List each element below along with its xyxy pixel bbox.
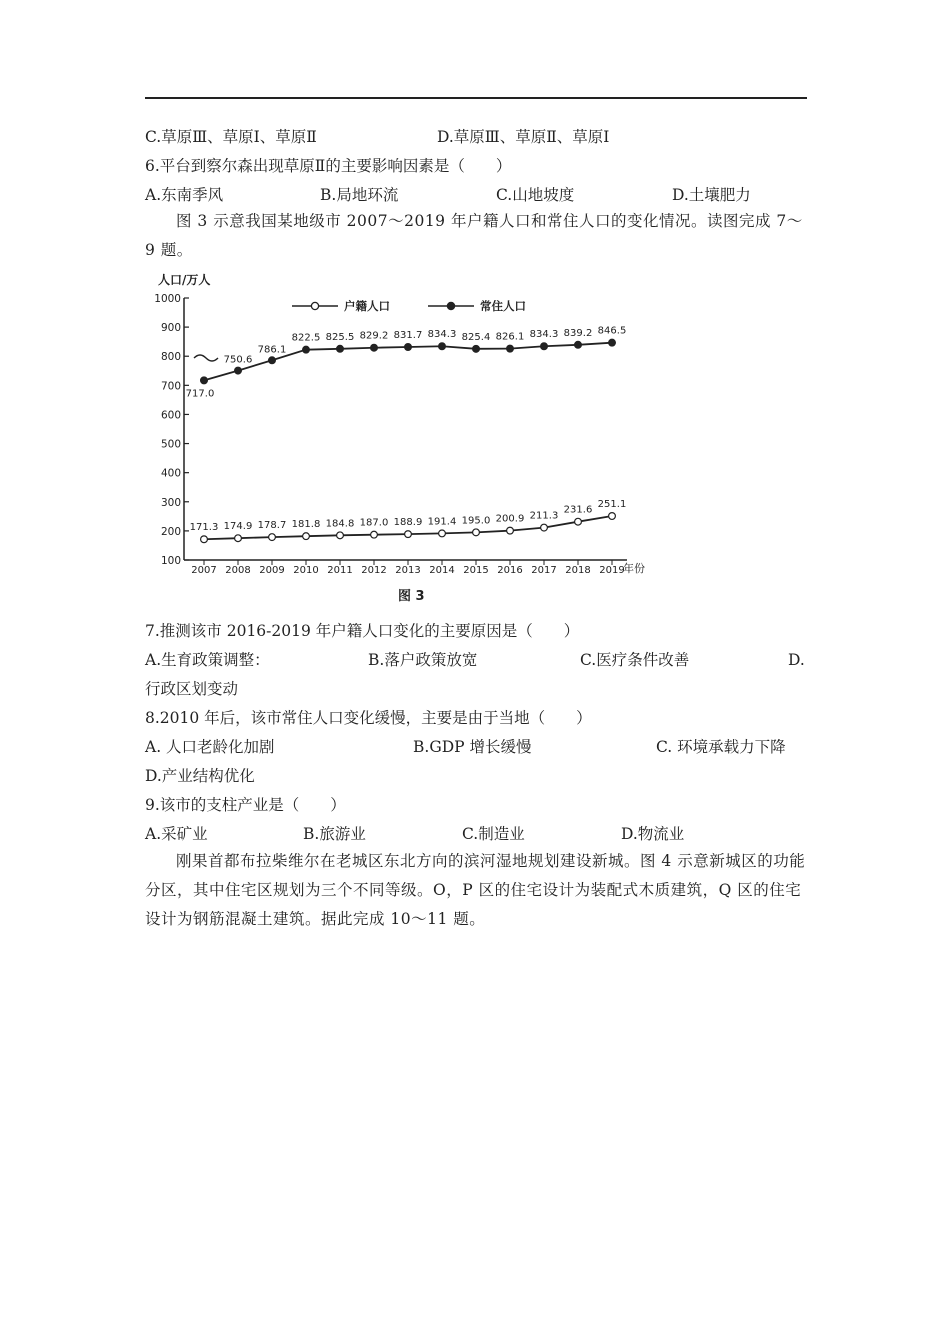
q6-option-a: A.东南季风 [145, 186, 224, 204]
data-point [405, 344, 412, 351]
chart-x-tick-label: 2008 [225, 565, 251, 576]
data-label: 188.9 [393, 517, 423, 529]
chart-y-tick-label: 900 [160, 322, 181, 335]
q9-option-b: B.旅游业 [303, 825, 366, 843]
chart-y-tick-label: 100 [160, 555, 181, 567]
data-point [473, 345, 480, 352]
header-rule [145, 97, 807, 99]
q7-option-d-text: 行政区划变动 [145, 680, 239, 698]
data-label: 187.0 [359, 517, 389, 529]
data-label: 191.4 [427, 516, 457, 528]
q8-stem: 8.2010 年后，该市常住人口变化缓慢，主要是由于当地（ ） [145, 709, 592, 727]
data-label: 834.3 [529, 329, 559, 341]
legend-marker [447, 302, 454, 309]
data-point [201, 377, 208, 384]
data-point [303, 346, 310, 353]
data-label: 200.9 [495, 513, 525, 525]
q6-option-b: B.局地环流 [320, 186, 399, 204]
q7-stem: 7.推测该市 2016-2019 年户籍人口变化的主要原因是（ ） [145, 622, 580, 640]
data-point [541, 343, 548, 350]
data-label: 171.3 [189, 522, 219, 534]
chart-x-tick-label: 2010 [293, 565, 319, 576]
q8-option-d: D.产业结构优化 [145, 767, 255, 785]
data-label: 846.5 [597, 325, 627, 337]
chart-x-tick-label: 2012 [361, 565, 387, 576]
q5-option-d: D.草原Ⅲ、草原Ⅱ、草原Ⅰ [437, 128, 610, 146]
data-point [235, 535, 242, 542]
legend-marker [311, 302, 318, 309]
chart-x-tick-label: 2017 [531, 565, 557, 576]
data-point [575, 341, 582, 348]
data-point [609, 339, 616, 346]
data-point [575, 518, 582, 525]
chart-x-axis-label: 年份 [623, 562, 645, 575]
intro-questions-10-11: 刚果首都布拉柴维尔在老城区东北方向的滨河湿地规划建设新城。图 4 示意新城区的功能分区，其中住宅区规划为三个不同等级。O，P 区的住宅设计为装配式木质建筑，Q 区的住宅设计为钢筋混凝土建筑。据此完成 10～11 题。 [145, 852, 806, 928]
q7-option-d-label: D. [788, 651, 805, 669]
data-point [439, 530, 446, 537]
data-point [371, 344, 378, 351]
data-label: 825.4 [461, 331, 491, 343]
data-label: 829.2 [359, 330, 389, 342]
data-point [541, 524, 548, 531]
chart-y-tick-label: 200 [160, 525, 181, 538]
chart-y-axis-label: 人口/万人 [158, 273, 211, 287]
chart-x-tick-label: 2007 [191, 565, 217, 576]
legend-label-resident: 常住人口 [480, 299, 526, 313]
data-label: 174.9 [223, 521, 253, 533]
data-point [371, 531, 378, 538]
data-point [405, 531, 412, 538]
chart-x-tick-label: 2015 [463, 565, 489, 576]
chart-y-tick-label: 800 [160, 351, 181, 364]
q8-option-b: B.GDP 增长缓慢 [413, 738, 532, 756]
data-point [473, 529, 480, 536]
data-label: 231.6 [563, 504, 593, 516]
data-label: 211.3 [529, 510, 559, 522]
data-label: 181.8 [291, 519, 321, 531]
data-label: 251.1 [597, 499, 627, 511]
data-label: 750.6 [223, 354, 253, 366]
intro-questions-7-9: 图 3 示意我国某地级市 2007～2019 年户籍人口和常住人口的变化情况。读图完成 7～9 题。 [145, 212, 803, 259]
chart-x-tick-label: 2009 [259, 565, 285, 576]
data-label: 825.5 [325, 331, 355, 343]
q9-option-a: A.采矿业 [145, 825, 208, 843]
chart-x-tick-label: 2014 [429, 565, 455, 576]
data-point [337, 345, 344, 352]
chart-y-tick-label: 500 [160, 438, 181, 451]
q8-option-c: C. 环境承载力下降 [656, 738, 786, 756]
data-label: 834.3 [427, 329, 457, 341]
data-point [439, 343, 446, 350]
data-point [269, 534, 276, 541]
q9-stem: 9.该市的支柱产业是（ ） [145, 796, 346, 814]
population-line-chart [140, 262, 660, 607]
q8-option-a: A. 人口老龄化加剧 [145, 738, 275, 756]
chart-y-tick-label: 600 [160, 409, 181, 422]
q7-option-b: B.落户政策放宽 [368, 651, 478, 669]
q9-option-c: C.制造业 [462, 825, 525, 843]
data-label: 822.5 [291, 332, 321, 344]
q6-option-d: D.土壤肥力 [672, 186, 751, 204]
data-point [507, 345, 514, 352]
data-label: 786.1 [257, 344, 287, 356]
axis-break-mark [194, 355, 218, 361]
data-label: 839.2 [563, 327, 593, 339]
data-label: 178.7 [257, 520, 287, 532]
legend-label-registered: 户籍人口 [344, 299, 390, 313]
chart-caption: 图 3 [398, 589, 425, 604]
chart-x-tick-label: 2018 [565, 565, 591, 576]
data-label: 831.7 [393, 329, 423, 341]
chart-y-tick-label: 1000 [154, 293, 181, 305]
q7-option-c: C.医疗条件改善 [580, 651, 690, 669]
q9-option-d: D.物流业 [621, 825, 685, 843]
data-label: 826.1 [495, 331, 525, 343]
data-point [269, 357, 276, 364]
data-point [507, 527, 514, 534]
chart-y-tick-label: 700 [160, 380, 181, 393]
chart-x-tick-label: 2019 [599, 565, 625, 576]
chart-y-tick-label: 300 [160, 496, 181, 509]
q5-option-c: C.草原Ⅲ、草原Ⅰ、草原Ⅱ [145, 128, 317, 146]
chart-x-tick-label: 2011 [327, 565, 353, 576]
data-label: 717.0 [185, 388, 215, 400]
data-point [201, 536, 208, 543]
data-label: 195.0 [461, 515, 491, 527]
data-label: 184.8 [325, 518, 355, 530]
data-point [235, 367, 242, 374]
q7-option-a: A.生育政策调整： [145, 651, 270, 669]
chart-x-tick-label: 2013 [395, 565, 421, 576]
q6-option-c: C.山地坡度 [496, 186, 575, 204]
data-point [609, 513, 616, 520]
data-point [303, 533, 310, 540]
data-point [337, 532, 344, 539]
q6-stem: 6.平台到察尔森出现草原Ⅱ的主要影响因素是（ ） [145, 157, 512, 175]
chart-x-tick-label: 2016 [497, 565, 523, 576]
chart-y-tick-label: 400 [160, 467, 181, 480]
